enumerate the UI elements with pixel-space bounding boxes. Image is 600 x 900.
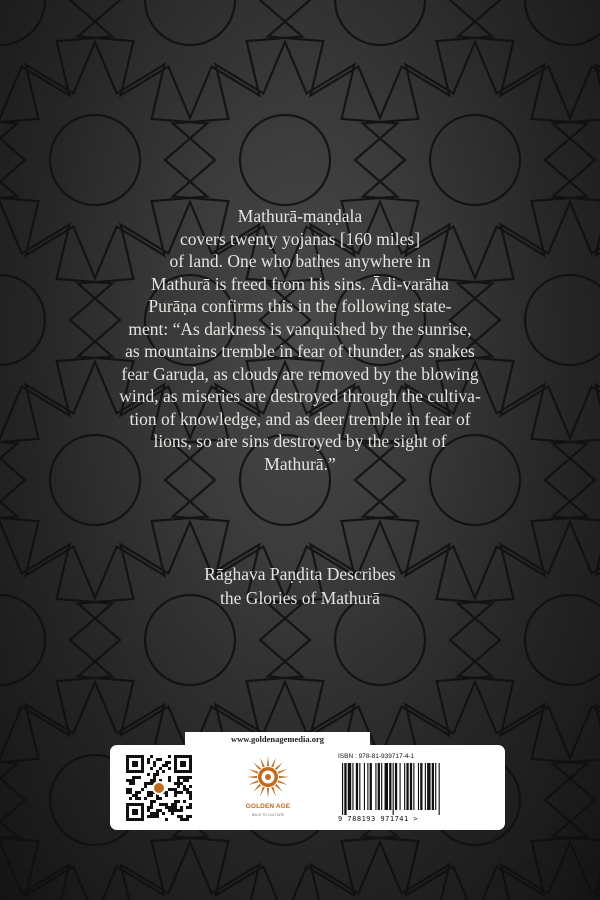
qr-cell (180, 806, 183, 809)
qr-cell (129, 779, 132, 782)
qr-cell (147, 806, 150, 809)
qr-cell (189, 815, 192, 818)
qr-cell (186, 779, 189, 782)
publisher-logo (238, 753, 298, 825)
qr-cell (168, 761, 171, 764)
qr-cell (132, 779, 135, 782)
qr-cell (138, 791, 141, 794)
qr-cell (153, 815, 156, 818)
pattern-star (458, 522, 600, 758)
qr-cell (174, 788, 177, 791)
qr-cell (144, 782, 147, 785)
qr-cell (189, 797, 192, 800)
qr-cell (159, 797, 162, 800)
sun-ray (247, 776, 257, 778)
qr-cell (189, 785, 192, 788)
qr-cell (162, 803, 165, 806)
qr-cell (150, 755, 153, 758)
qr-cell (177, 776, 180, 779)
qr-cell (132, 776, 135, 779)
qr-cell (156, 809, 159, 812)
qr-cell (144, 797, 147, 800)
qr-cell (150, 779, 153, 782)
qr-cell (189, 791, 192, 794)
pattern-ring (0, 595, 45, 685)
pattern-star (0, 42, 17, 278)
logo-tagline: BACK TO CULTURE (251, 813, 285, 817)
qr-cell (147, 815, 150, 818)
qr-cell (126, 788, 129, 791)
barcode-bar (342, 763, 343, 815)
qr-cell (132, 782, 135, 785)
blurb-line: Purāṇa confirms this in the following state- (148, 296, 452, 316)
qr-cell (159, 803, 162, 806)
qr-cell (165, 818, 168, 821)
qr-cell (174, 800, 177, 803)
pattern-star (268, 0, 492, 118)
qr-cell (168, 806, 171, 809)
sunburst-logo-icon (238, 753, 298, 803)
qr-cell (174, 794, 177, 797)
qr-cell (135, 791, 138, 794)
blurb-line: Mathurā.” (264, 453, 336, 474)
barcode-bar (364, 763, 365, 810)
barcode-bar (352, 763, 353, 810)
barcode-bar (432, 763, 434, 810)
blurb-text (90, 205, 510, 475)
qr-cell (159, 767, 162, 770)
qr-cell (126, 791, 129, 794)
qr-cell (186, 818, 189, 821)
sun-ray (249, 780, 259, 785)
barcode-bar (427, 763, 430, 810)
qr-cell (138, 797, 141, 800)
sun-ray (271, 758, 276, 768)
qr-cell (180, 809, 183, 812)
qr-cell (171, 812, 174, 815)
qr-cell (153, 800, 156, 803)
qr-cell (186, 788, 189, 791)
qr-cell (150, 767, 153, 770)
qr-cell (150, 806, 153, 809)
qr-cell (165, 803, 168, 806)
blurb-line: as mountains tremble in fear of thunder, as snakes (125, 341, 475, 361)
qr-cell (129, 788, 132, 791)
qr-cell (177, 785, 180, 788)
qr-cell (177, 791, 180, 794)
blurb-line: wind, as miseries are destroyed through the cultiva- (119, 386, 481, 406)
sun-ray (267, 756, 269, 766)
pattern-star (553, 362, 600, 598)
qr-cell (186, 791, 189, 794)
blurb-line: lions, so are sins destroyed by the sight of (153, 431, 447, 451)
barcode-bar (404, 763, 405, 810)
qr-cell (177, 809, 180, 812)
blurb-line: tion of knowledge, and as deer tremble in fear of (129, 408, 471, 429)
barcode-bar (435, 763, 436, 810)
qr-cell (153, 812, 156, 815)
pattern-star (0, 842, 112, 900)
qr-cell (162, 764, 165, 767)
attribution-line-1: Rāghava Paṇḍita Describes (204, 564, 396, 584)
sun-ray (279, 776, 289, 778)
pattern-star (78, 0, 302, 118)
qr-cell (177, 782, 180, 785)
barcode-bar (359, 763, 360, 810)
qr-cell (165, 764, 168, 767)
qr-cell (171, 788, 174, 791)
qr-cell (183, 818, 186, 821)
qr-cell (186, 806, 189, 809)
qr-cell (183, 779, 186, 782)
barcode-bar (375, 763, 376, 810)
qr-cell (132, 794, 135, 797)
barcode-bar (395, 763, 397, 810)
barcode-bar (406, 763, 408, 810)
sun-ray (253, 784, 261, 792)
qr-cell (156, 797, 159, 800)
pattern-star (78, 842, 302, 900)
qr-cell (150, 815, 153, 818)
qr-cell (180, 815, 183, 818)
qr-cell (189, 776, 192, 779)
qr-cell (165, 806, 168, 809)
pattern-ring (525, 595, 600, 685)
sun-ray (267, 788, 269, 798)
qr-cell (150, 803, 153, 806)
qr-cell (165, 761, 168, 764)
qr-cell (168, 767, 171, 770)
qr-cell (177, 800, 180, 803)
barcode-bar (385, 763, 388, 810)
qr-cell (177, 815, 180, 818)
qr-cell (168, 809, 171, 812)
qr-cell (168, 788, 171, 791)
blurb-line: fear Garuḍa, as clouds are removed by the blowing (121, 363, 479, 384)
qr-cell (153, 761, 156, 764)
attribution-line-2: the Glories of Mathurā (220, 588, 380, 608)
qr-cell (171, 806, 174, 809)
sun-ray (278, 769, 288, 774)
barcode-bar (389, 763, 391, 810)
barcode-bar (413, 763, 414, 810)
qr-cell (180, 776, 183, 779)
qr-cell (156, 815, 159, 818)
sun-ray (249, 769, 259, 774)
qr-cell (147, 773, 150, 776)
qr-cell (156, 770, 159, 773)
qr-cell (153, 773, 156, 776)
barcode-bar (418, 763, 419, 810)
qr-cell (189, 794, 192, 797)
qr-cell (141, 788, 144, 791)
qr-cell (162, 812, 165, 815)
qr-cell (183, 800, 186, 803)
pattern-ring (0, 275, 45, 365)
qr-cell (165, 791, 168, 794)
qr-cell (135, 797, 138, 800)
qr-cell (186, 776, 189, 779)
qr-cell (138, 776, 141, 779)
barcode-bar (393, 763, 394, 815)
qr-cell (180, 782, 183, 785)
qr-cell (150, 800, 153, 803)
qr-code-icon[interactable] (126, 755, 192, 821)
qr-cell (171, 809, 174, 812)
pattern-star (0, 362, 17, 598)
qr-cell (153, 776, 156, 779)
qr-cell (174, 782, 177, 785)
qr-cell (186, 815, 189, 818)
qr-cell (126, 779, 129, 782)
qr-cell (177, 779, 180, 782)
qr-cell (156, 773, 159, 776)
qr-cell (150, 791, 153, 794)
barcode-bar (420, 763, 422, 810)
qr-cell (168, 779, 171, 782)
qr-cell (183, 785, 186, 788)
blurb-line: Mathurā-maṇḍala (237, 206, 363, 226)
qr-cell (162, 770, 165, 773)
qr-cell (189, 806, 192, 809)
qr-cell (183, 788, 186, 791)
qr-cell (147, 809, 150, 812)
qr-cell (135, 776, 138, 779)
qr-cell (150, 812, 153, 815)
pattern-star (458, 842, 600, 900)
barcode-bar (410, 763, 412, 810)
qr-cell (135, 794, 138, 797)
pattern-star (268, 842, 492, 900)
qr-cell (183, 776, 186, 779)
pattern-ring (0, 0, 45, 45)
qr-cell (129, 782, 132, 785)
publisher-website[interactable]: www.goldenagemedia.org (185, 732, 370, 746)
blurb-line: covers twenty yojanas [160 miles] (179, 228, 421, 249)
qr-cell (153, 779, 156, 782)
sun-ray (253, 762, 261, 770)
barcode-bar (370, 763, 372, 810)
qr-cell (159, 758, 162, 761)
qr-cell (180, 791, 183, 794)
qr-cell (168, 755, 171, 758)
qr-cell (144, 785, 147, 788)
pattern-ring (525, 0, 600, 45)
blurb-line: of land. One who bathes anywhere in (169, 251, 431, 271)
qr-cell (129, 791, 132, 794)
barcode-bar (348, 763, 351, 810)
qr-cell (147, 791, 150, 794)
qr-cell (147, 794, 150, 797)
qr-cell (168, 776, 171, 779)
barcode-bar (439, 763, 440, 815)
barcode-panel (110, 745, 505, 830)
isbn-barcode (338, 763, 496, 815)
qr-cell (153, 764, 156, 767)
qr-cell (174, 803, 177, 806)
pattern-ring (430, 115, 520, 205)
sun-ray (278, 780, 288, 785)
sun-ray (271, 787, 276, 797)
qr-cell (189, 803, 192, 806)
barcode-bar (344, 763, 346, 815)
sun-ray (260, 758, 265, 768)
pattern-star (0, 0, 112, 118)
pattern-ring (335, 0, 425, 45)
sun-ray (275, 784, 283, 792)
barcode-bar (425, 763, 426, 810)
qr-cell (180, 818, 183, 821)
barcode-digits: 9 788193 971741 > (338, 815, 419, 823)
barcode-bar (400, 763, 401, 810)
qr-cell (129, 797, 132, 800)
pattern-star (553, 42, 600, 278)
logo-brand-text: GOLDEN AGE (245, 803, 291, 810)
isbn-label: ISBN : 978-81-939717-4-1 (338, 753, 415, 760)
pattern-ring (145, 0, 235, 45)
qr-cell (174, 806, 177, 809)
barcode-bar (367, 763, 368, 810)
qr-cell (150, 794, 153, 797)
sun-ray (275, 762, 283, 770)
barcode-bar (378, 763, 380, 810)
barcode-bar (381, 763, 382, 810)
blurb-line: Mathurā is freed from his sins. Ādi-varāha (151, 273, 449, 294)
source-attribution (100, 562, 500, 610)
pattern-ring (50, 115, 140, 205)
qr-cell (174, 809, 177, 812)
sun-ray (260, 787, 265, 797)
pattern-ring (240, 115, 330, 205)
qr-cell (156, 758, 159, 761)
qr-cell (147, 758, 150, 761)
blurb-line: ment: “As darkness is vanquished by the sunrise, (128, 318, 472, 339)
pattern-ring (525, 275, 600, 365)
qr-cell (171, 803, 174, 806)
qr-cell (147, 782, 150, 785)
qr-cell (174, 791, 177, 794)
qr-cell (156, 812, 159, 815)
qr-cell (165, 794, 168, 797)
qr-cell (147, 761, 150, 764)
barcode-bar (356, 763, 358, 810)
qr-cell (150, 782, 153, 785)
qr-cell (159, 809, 162, 812)
